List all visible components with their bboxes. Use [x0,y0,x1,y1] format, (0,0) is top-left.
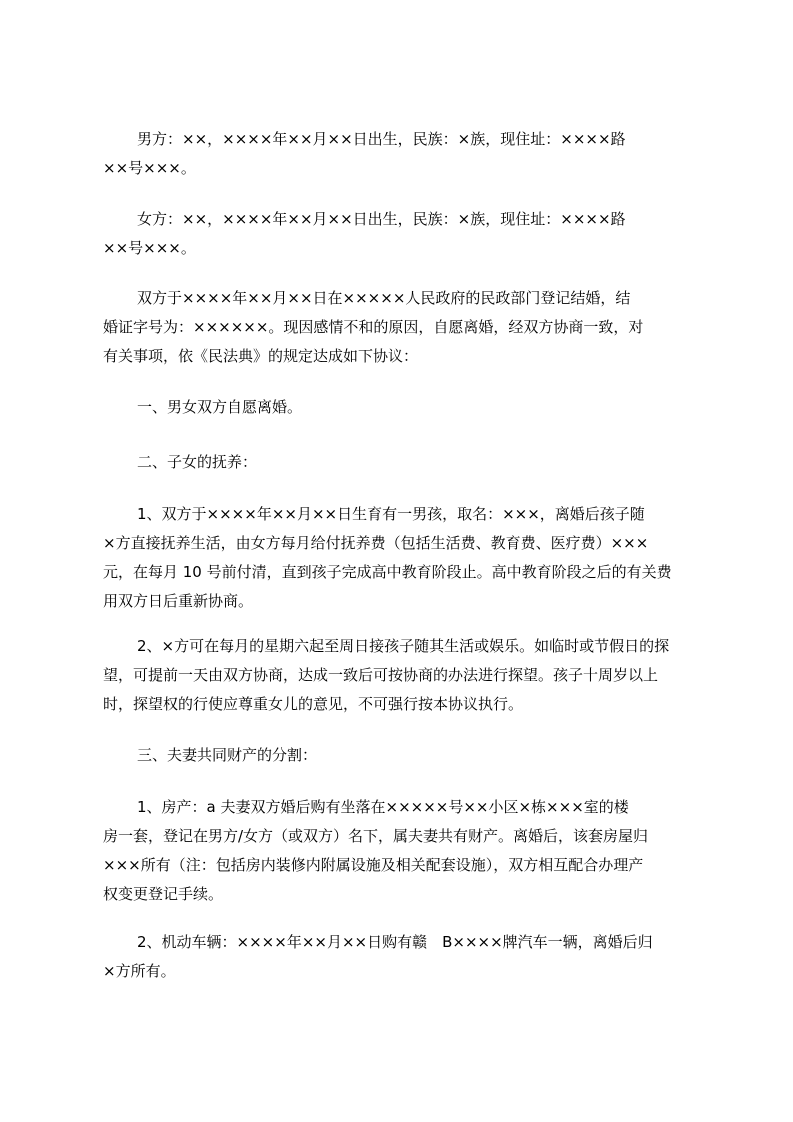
text-line: 望，可提前一天由双方协商，达成一致后可按协商的办法进行探望。孩子十周岁以上 [103,666,659,684]
text-line: ×方所有。 [103,962,176,980]
text-line: 男方：××，××××年××月××日出生，民族：×族，现住址：××××路 [137,130,626,148]
party-female-paragraph [103,205,701,263]
text-line: 时，探望权的行使应尊重女儿的意见，不可强行按本协议执行。 [103,695,524,713]
text-line: 婚证字号为：××××××。现因感情不和的原因，自愿离婚，经双方协商一致，对 [103,318,644,336]
party-male-paragraph [103,125,701,183]
text-line: 一、男女双方自愿离婚。 [137,398,303,416]
text-line: 双方于××××年××月××日在×××××人民政府的民政部门登记结婚，结 [137,289,631,307]
text-line: 元，在每月 10 号前付清，直到孩子完成高中教育阶段止。高中教育阶段之后的有关费 [103,563,672,581]
text-line: ××号×××。 [103,159,196,177]
text-line: ×××所有（注：包括房内装修内附属设施及相关配套设施），双方相互配合办理产 [103,856,644,874]
text-line: 2、×方可在每月的星期六起至周日接孩子随其生活或娱乐。如临时或节假日的探 [137,637,670,655]
text-line: 权变更登记手续。 [103,885,224,903]
text-line: 有关事项，依《民法典》的规定达成如下协议： [103,347,419,365]
text-line: 房一套，登记在男方/女方（或双方）名下，属夫妻共有财产。离婚后，该套房屋归 [103,827,649,845]
text-line: ××号×××。 [103,239,196,257]
house-property-paragraph [103,793,701,909]
visitation-paragraph [103,632,701,719]
marriage-info-paragraph [103,284,701,371]
text-line: 二、子女的抚养： [137,453,258,471]
text-line: ×方直接抚养生活，由女方每月给付抚养费（包括生活费、教育费、医疗费）××× [103,534,649,552]
text-line: 1、房产：a 夫妻双方婚后购有坐落在×××××号××小区×栋×××室的楼 [137,798,629,816]
section-heading-property [103,741,701,770]
text-line: 用双方日后重新协商。 [103,592,254,610]
text-line: 2、机动车辆：××××年××月××日购有赣 B××××牌汽车一辆，离婚后归 [137,933,653,951]
text-line: 1、双方于××××年××月××日生育有一男孩，取名：×××，离婚后孩子随 [137,505,645,523]
section-heading-children [103,448,701,477]
vehicle-property-paragraph [103,928,701,986]
section-heading-divorce [103,393,701,422]
child-custody-paragraph [103,500,701,616]
text-line: 女方：××，××××年××月××日出生，民族：×族，现住址：××××路 [137,210,626,228]
text-line: 三、夫妻共同财产的分割： [137,746,318,764]
